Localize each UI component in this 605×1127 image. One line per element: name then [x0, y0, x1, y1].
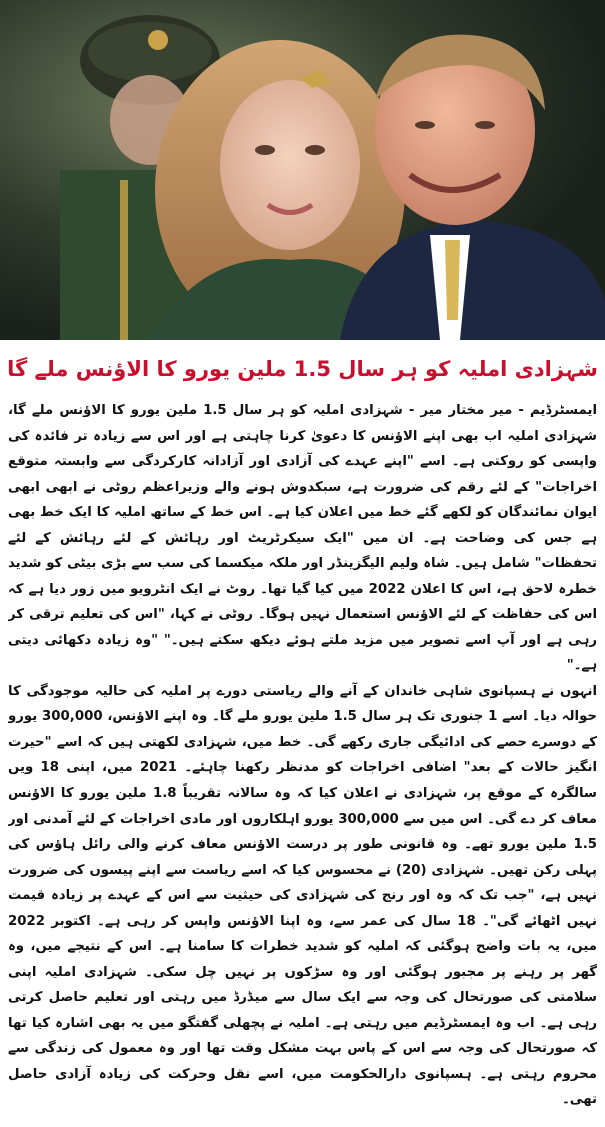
article-photo	[0, 0, 605, 340]
article-paragraph-2: انہوں نے ہسپانوی شاہی خاندان کے آنے والے ریاستی دورے پر املیہ کی حالیہ موجودگی کا حوالہ دیا۔ اسے 1 جنوری تک ہر سال 1.5 ملین یورو ملے گا۔ وہ اپنے الاؤنس، 300,000 یورو کے دوسرے حصے کی ادائیگی جاری رکھے گی۔ خط میں، شہزادی لکھتی ہیں کہ اسے "حیرت انگیز حالات کے بعد" اضافی اخراجات کو مدنظر رکھنا چاہئے۔ 2021 میں، اپنی 18 ویں سالگرہ کے موقع پر، شہزادی نے اعلان کیا کہ وہ سالانہ تقریباً 1.8 ملین یورو کا الاؤنس معاف کر دے گی۔ اس میں سے 300,000 یورو اہلکاروں اور مادی اخراجات کے لئے آمدنی اور 1.5 ملین یورو تھے۔ وہ قانونی طور پر درست الاؤنس معاف کرنے والی رائل ہاؤس کی پہلی رکن تھیں۔ شہزادی (20) نے محسوس کیا کہ اسے ریاست سے اپنے پیسوں کی ضرورت نہیں ہے، "جب تک کہ وہ اور رنج کی شہزادی کی حیثیت سے اس کے عہدے پر زیادہ قیمت نہیں اٹھائے گی"۔ 18 سال کی عمر سے، وہ اپنا الاؤنس واپس کر رہی ہے۔ اکتوبر 2022 میں، یہ بات واضح ہوگئی کہ املیہ کو شدید خطرات کا سامنا ہے۔ اس کے نتیجے میں، وہ گھر پر رہنے پر مجبور ہوگئی اور وہ سڑکوں پر نہیں چل سکی۔ شہزادی املیہ اپنی سلامتی کی صورتحال کی وجہ سے ایک سال سے میڈرڈ میں رہتی اور تعلیم حاصل کرتی رہی ہے۔ اب وہ ایمسٹرڈیم میں رہتی ہے۔ املیہ نے پچھلی گفتگو میں یہ بھی اشارہ کیا تھا کہ صورتحال کی وجہ سے اس کے پاس بہت مشکل وقت تھا اور وہ معمول کی زندگی سے محروم رہتی ہے۔ ہسپانوی دارالحکومت میں، اسے نقل وحرکت کی زیادہ آزادی حاصل تھی۔	[8, 683, 597, 1108]
headline-text: شہزادی املیہ کو ہر سال 1.5 ملین یورو کا الاؤنس ملے گا	[7, 357, 598, 381]
article-body	[8, 398, 597, 1123]
article-headline	[0, 340, 605, 398]
article-paragraph-1: ایمسٹرڈیم - میر مختار میر - شہزادی املیہ کو ہر سال 1.5 ملین یورو کا الاؤنس ملے گا، شہزادی املیہ اب بھی اپنے الاؤنس کا دعویٰ کرنا چاہتی ہے اور اس سے زیادہ تر فائدہ کی واپسی کو روکتی ہے۔ اسے "اپنے عہدے کی آزادی اور آزادانہ کارکردگی سے وابستہ متوقع اخراجات" کے لئے رقم کی ضرورت ہے، سبکدوش ہونے والے وزیراعظم روٹی نے ابھی ابھی ایوان نمائندگان کو لکھے گئے خط میں اعلان کیا ہے۔ اس خط کے ساتھ املیہ کا ایک خط بھی ہے جس کی وضاحت ہے۔ ان میں "ایک سیکرٹریٹ اور رہائش کے لئے رہائش کے لئے تحفظات" شامل ہیں۔ شاہ ولیم الیگزینڈر اور ملکہ میکسما کی سب سے بڑی بیٹی کو شدید خطرہ لاحق ہے، اس کا اعلان 2022 میں کیا گیا تھا۔ روٹ نے ایک انٹرویو میں زور دیا ہے کہ اس کی حفاظت کے لئے الاؤنس استعمال نہیں ہوگا۔ روٹی نے کہا، "اس کی تعلیم ترقی کر رہی ہے اور آپ اسے تصویر میں مزید ملتے ہوئے دیکھ سکتے ہیں۔" "وہ زیادہ دکھائی دیتی ہے۔"	[8, 403, 597, 674]
photo-icon	[0, 0, 605, 340]
